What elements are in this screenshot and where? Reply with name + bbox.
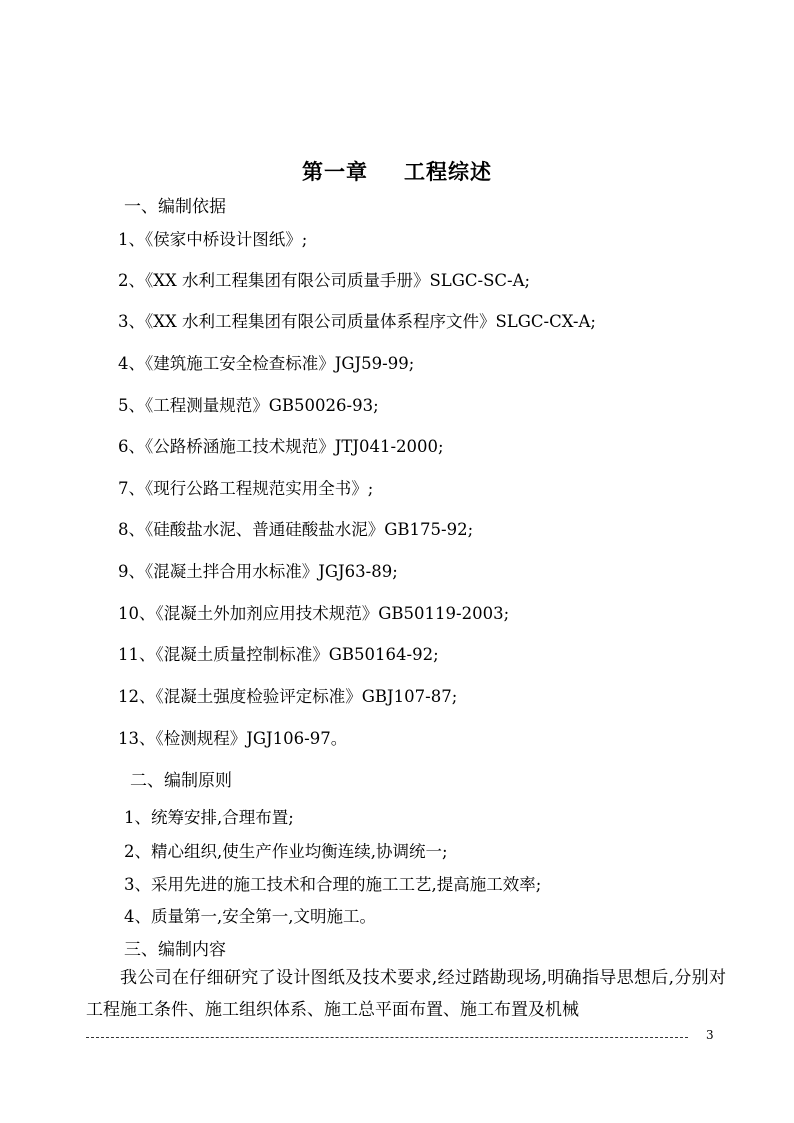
principle-item-1: 1、统筹安排,合理布置; bbox=[124, 808, 294, 827]
basis-item-11: 11、《混凝土质量控制标准》GB50164-92; bbox=[118, 645, 439, 664]
basis-item-9: 9、《混凝土拌合用水标准》JGJ63-89; bbox=[118, 562, 398, 581]
basis-item-3: 3、《XX 水利工程集团有限公司质量体系程序文件》SLGC-CX-A; bbox=[118, 312, 596, 331]
principle-item-2: 2、精心组织,使生产作业均衡连续,协调统一; bbox=[124, 842, 448, 861]
basis-item-8: 8、《硅酸盐水泥、普通硅酸盐水泥》GB175-92; bbox=[118, 520, 474, 539]
basis-item-6: 6、《公路桥涵施工技术规范》JTJ041-2000; bbox=[118, 437, 444, 456]
basis-item-5: 5、《工程测量规范》GB50026-93; bbox=[118, 396, 379, 415]
chapter-title bbox=[0, 156, 794, 186]
principle-item-3: 3、采用先进的施工技术和合理的施工工艺,提高施工效率; bbox=[124, 875, 542, 894]
section-heading-content: 三、编制内容 bbox=[124, 940, 226, 960]
basis-item-10: 10、《混凝土外加剂应用技术规范》GB50119-2003; bbox=[118, 604, 510, 623]
chapter-number: 第一章 bbox=[302, 159, 368, 184]
chapter-name: 工程综述 bbox=[404, 159, 492, 184]
content-paragraph: 我公司在仔细研究了设计图纸及技术要求,经过踏勘现场,明确指导思想后,分别对工程施工条件、施工组织体系、施工总平面布置、施工布置及机械 bbox=[86, 968, 726, 1020]
section-heading-principles: 二、编制原则 bbox=[130, 771, 232, 791]
basis-item-13: 13、《检测规程》JGJ106-97。 bbox=[118, 729, 348, 748]
principle-item-4: 4、质量第一,安全第一,文明施工。 bbox=[124, 907, 376, 926]
basis-item-1: 1、《侯家中桥设计图纸》; bbox=[118, 230, 308, 249]
basis-item-2: 2、《XX 水利工程集团有限公司质量手册》SLGC-SC-A; bbox=[118, 271, 531, 290]
footer-divider bbox=[86, 1037, 688, 1038]
basis-item-4: 4、《建筑施工安全检查标准》JGJ59-99; bbox=[118, 354, 415, 373]
section-heading-basis: 一、编制依据 bbox=[124, 197, 226, 217]
basis-item-7: 7、《现行公路工程规范实用全书》; bbox=[118, 479, 374, 498]
basis-item-12: 12、《混凝土强度检验评定标准》GBJ107-87; bbox=[118, 687, 458, 706]
page-number: 3 bbox=[706, 1028, 714, 1042]
